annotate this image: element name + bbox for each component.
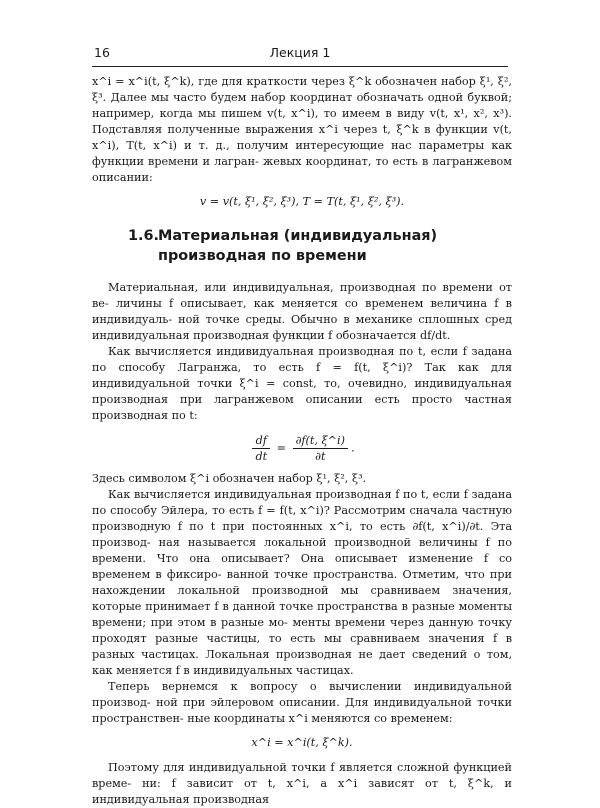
euler-line: она описывает? Она описывает изменение f со временем в фиксиро- (92, 552, 512, 581)
paragraph-symbol-note: Здесь символом ξ^i обозначен набор ξ¹, ξ², ξ³. (92, 472, 367, 485)
intro-line: x^i = x^i(t, ξ^k), где для краткости через ξ^k обозначен набор ξ¹, ξ², ξ³. Далее (92, 75, 512, 104)
euler-line: ванной точке пространства. Отметим, что при нахождении локальной (92, 568, 512, 597)
section-number: 1.6. (128, 228, 159, 244)
euler-line: менты времени через данную точку проходят разные частицы, то есть (92, 616, 512, 645)
page-body (92, 74, 512, 808)
intro-line: полученные выражения x^i через t, ξ^k в функции v(t, x^i), T(t, x^i) и т. д., (92, 123, 512, 152)
composite-line: Поэтому для индивидуальной точки f является сложной функцией време- (92, 761, 512, 790)
euler-line: производной мы сравниваем значения, которые принимает f в данной (92, 584, 512, 613)
paragraph-lagrange-case (92, 344, 512, 424)
page-header (92, 44, 508, 67)
euler-line: мы сравниваем значения f в разных частицах. Локальная производная (92, 632, 513, 661)
paragraph-intro (92, 74, 512, 186)
fraction-df-dt: $\frac{df}{dt}$ (252, 433, 270, 464)
euler-line: не дает сведений о том, как меняется f в индивидуальных частицах. (92, 648, 513, 677)
lagrange-line: Как вычисляется индивидуальная производная по t, если f задана (108, 345, 512, 358)
formula-coordinates: x^i = x^i(t, ξ^k). (251, 736, 353, 749)
section-title-line2: производная по времени (158, 248, 367, 264)
material-line: личины f описывает, как меняется со временем величина f в индивидуаль- (92, 297, 512, 326)
formula-derivative: $\frac{df}{dt}$ = $\frac{\partial f(t, \xi\^{}i)}{\partial t}$ . (92, 433, 512, 464)
euler-line: Как вычисляется индивидуальная производная f по t, если f задана (108, 488, 512, 501)
euler-line: по способу Эйлера, то есть f = f(t, x^i)? Рассмотрим сначала частную (92, 504, 512, 517)
material-line: ной точке среды. Обычно в механике сплошных сред индивидуальная (92, 313, 512, 342)
material-line: производная функции f обозначается df/dt. (193, 329, 451, 342)
euler-line: точке пространства в разные моменты времени; при этом в разные мо- (92, 600, 512, 629)
intro-line: получим интересующие нас параметры как функции времени и лагран- (92, 139, 512, 168)
intro-line: когда мы пишем v(t, x^i), то имеем в виду v(t, x¹, x², x³). Подставляя (92, 107, 512, 136)
lagrange-line: точки ξ^i = const, то, очевидно, индивидуальная производная при (92, 377, 512, 406)
section-title-line1: Материальная (индивидуальная) (158, 228, 438, 244)
paragraph-return (92, 679, 512, 727)
paragraph-euler-case (92, 487, 512, 679)
lagrange-line: по способу Лагранжа, то есть f = f(t, ξ^i)? Так как для индивидуальной (92, 361, 512, 390)
formula-lagrangian: v = v(t, ξ¹, ξ², ξ³), T = T(t, ξ¹, ξ², ξ³). (199, 195, 405, 208)
fraction-partial: $\frac{\partial f(t, \xi\^{}i)}{\partial t}$ (293, 433, 348, 464)
euler-line: ная называется локальной производной величины f по времени. Что (92, 536, 513, 565)
material-line: Материальная, или индивидуальная, производная по времени от ве- (92, 281, 512, 310)
lagrange-line: лагранжевом описании есть просто частная производная по t: (92, 393, 512, 422)
page-number: 16 (94, 45, 110, 60)
intro-line: жевых координат, то есть в лагранжевом описании: (92, 155, 512, 184)
return-line: ной при эйлеровом описании. Для индивидуальной точки пространствен- (92, 696, 513, 725)
composite-line: ни: f зависит от t, x^i, а x^i зависят от t, ξ^k, и индивидуальная производная (92, 777, 512, 806)
paragraph-material-derivative (92, 280, 512, 344)
euler-line: производную f по t при постоянных x^i, то есть ∂f(t, x^i)/∂t. Эта производ- (92, 520, 512, 549)
intro-line: мы часто будем набор координат обозначать одной буквой; например, (92, 91, 512, 120)
return-line: Теперь вернемся к вопросу о вычислении индивидуальной производ- (92, 680, 512, 709)
section-heading (128, 226, 512, 266)
return-line: ные координаты x^i меняются со временем: (187, 712, 453, 725)
running-title: Лекция 1 (269, 45, 331, 60)
paragraph-composite (92, 760, 512, 808)
